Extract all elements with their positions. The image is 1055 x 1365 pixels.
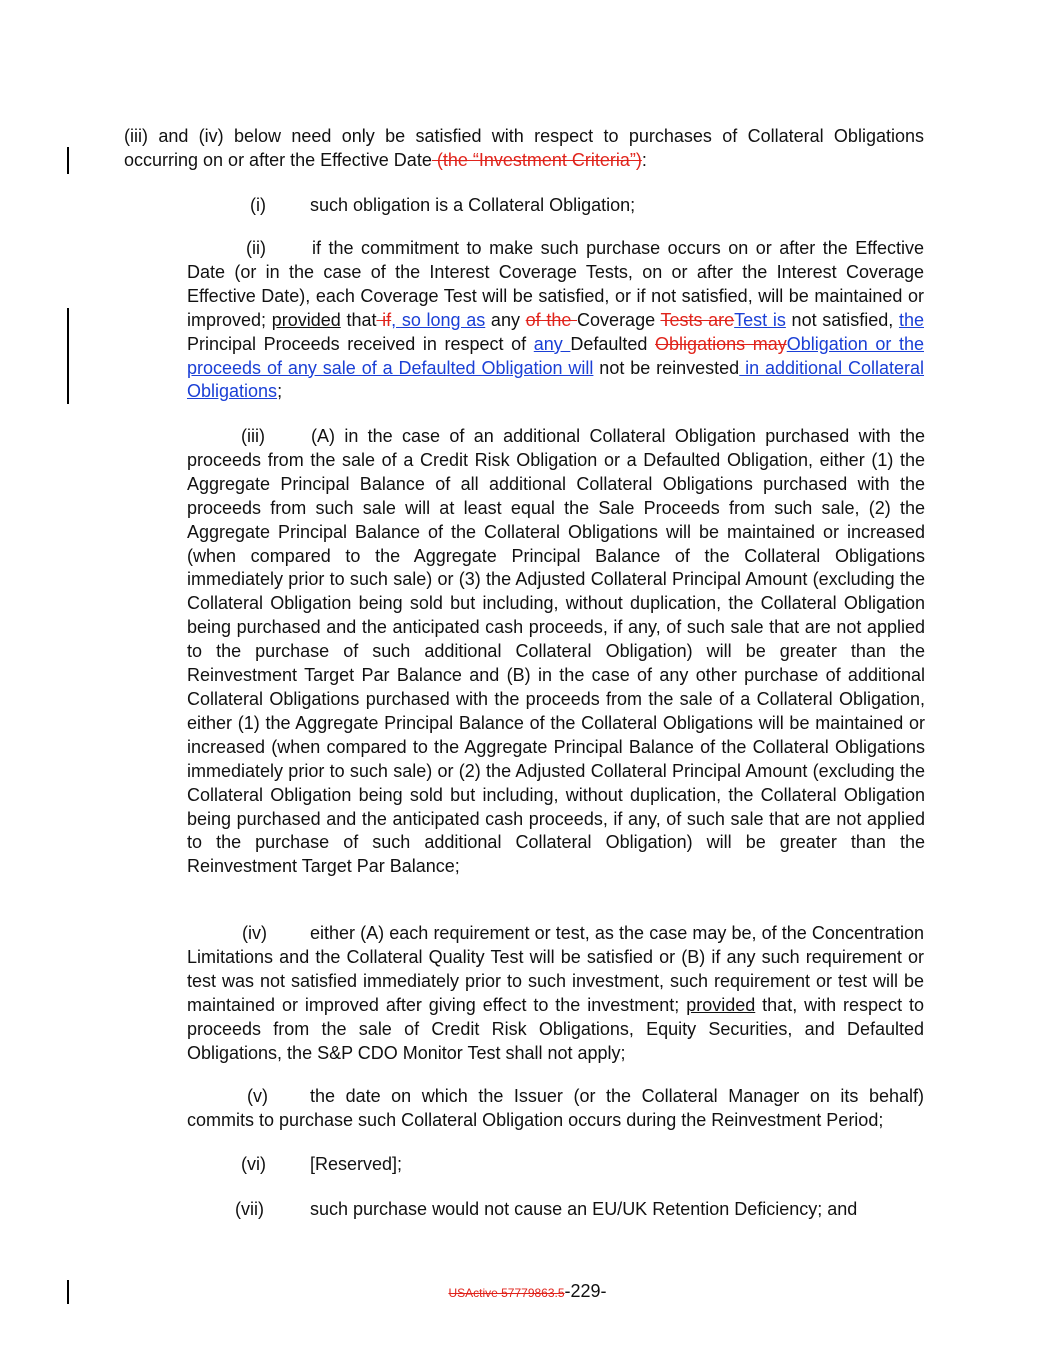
inserted-text: Test is	[734, 309, 786, 330]
clause-number: (v)	[247, 1086, 268, 1106]
deleted-text: Obligations may	[655, 333, 787, 354]
clause-number: (vii)	[235, 1199, 264, 1219]
deleted-text: if	[376, 309, 392, 330]
inserted-text: , so long as	[391, 309, 486, 330]
document-id: USActive 57779863.5	[448, 1286, 565, 1300]
inserted-text: the	[898, 309, 924, 330]
clause-vi: (vi) [Reserved];	[241, 1153, 921, 1177]
provided-term: provided	[271, 309, 341, 330]
provided-term: provided	[686, 994, 756, 1015]
clause-number: (vi)	[241, 1154, 266, 1174]
change-bar	[67, 147, 69, 174]
page-number: -229-	[564, 1281, 607, 1301]
deleted-text: (the “Investment Criteria”)	[431, 149, 642, 170]
clause-i: (i) such obligation is a Collateral Obligation;	[250, 194, 930, 218]
inserted-text: Obligation or the proceeds of any sale of a Defaulted Obligation will	[187, 333, 924, 378]
clause-iii: (iii) (A) in the case of an additional Collateral Obligation purchased with the proceeds from the sale of a Credit Risk Obligation or a Defaulted Obligation, either (1) the Aggregate Principal Balance of all additional Collateral Obligations purchased with the proceeds from such sale will at least equal the Sale Proceeds from such sale, (2) the Aggregate Principal Balance of the Collateral Obligations will be maintained or increased (when compared to the Aggregate Principal Balance of the Collateral Obligations immediately prior to such sale) or (3) the Adjusted Collateral Principal Amount (excluding the Collateral Obligation being sold but including, without duplication, the Collateral Obligation being purchased and the anticipated cash proceeds, if any, of such sale that are not applied to the purchase of such additional Collateral Obligation) will be greater than the Reinvestment Target Par Balance and (B) in the case of any other purchase of additional Collateral Obligations purchased with the proceeds from the sale of a Collateral Obligation, either (1) the Aggregate Principal Balance of the Collateral Obligations will be maintained or increased (when compared to the Aggregate Principal Balance of the Collateral Obligations immediately prior to such sale) or (2) the Adjusted Collateral Principal Amount (excluding the Collateral Obligation being sold but including, without duplication, the Collateral Obligation being purchased and the anticipated cash proceeds, if any, of such sale that are not applied to the purchase of such additional Collateral Obligation) will be greater than the Reinvestment Target Par Balance;	[187, 426, 925, 877]
change-bar	[67, 308, 69, 404]
clause-v: (v) the date on which the Issuer (or the Collateral Manager on its behalf) commits to purchase such Collateral Obligation occurs during the Reinvestment Period;	[187, 1086, 924, 1130]
clause-vii: (vii) such purchase would not cause an EU/UK Retention Deficiency; and	[235, 1198, 925, 1222]
intro-paragraph: (iii) and (iv) below need only be satisfied with respect to purchases of Collateral Obligations occurring on or after the Effective Date (the “Investment Criteria”):	[124, 126, 924, 170]
clause-number: (iii)	[241, 426, 265, 446]
deleted-text: Tests are	[660, 309, 735, 330]
inserted-text: any	[533, 333, 571, 354]
page-footer	[0, 1281, 1055, 1302]
clause-iv: (iv) either (A) each requirement or test, as the case may be, of the Concentration Limitations and the Collateral Quality Test will be satisfied or (B) if any such requirement or test was not satisfied immediately prior to such investment, such requirement or test will be maintained or improved after giving effect to the investment; provided that, with respect to proceeds from the sale of Credit Risk Obligations, Equity Securities, and Defaulted Obligations, the S&P CDO Monitor Test shall not apply;	[187, 923, 925, 1063]
clause-number: (i)	[250, 195, 266, 215]
deleted-text: of the	[525, 309, 578, 330]
clause-ii: (ii) if the commitment to make such purchase occurs on or after the Effective Date (or in the case of the Interest Coverage Tests, on or after the Interest Coverage Effective Date), each Coverage Test will be satisfied, or if not satisfied, will be maintained or improved; provided that if, so long as any of the Coverage Tests areTest is not satisfied, the Principal Proceeds received in respect of any Defaulted Obligations mayObligation or the proceeds of any sale of a Defaulted Obligation will not be reinvested in additional Collateral Obligations;	[187, 238, 925, 402]
inserted-text: in additional Collateral Obligations	[187, 357, 925, 402]
clause-number: (ii)	[246, 238, 266, 258]
clause-number: (iv)	[242, 923, 267, 943]
